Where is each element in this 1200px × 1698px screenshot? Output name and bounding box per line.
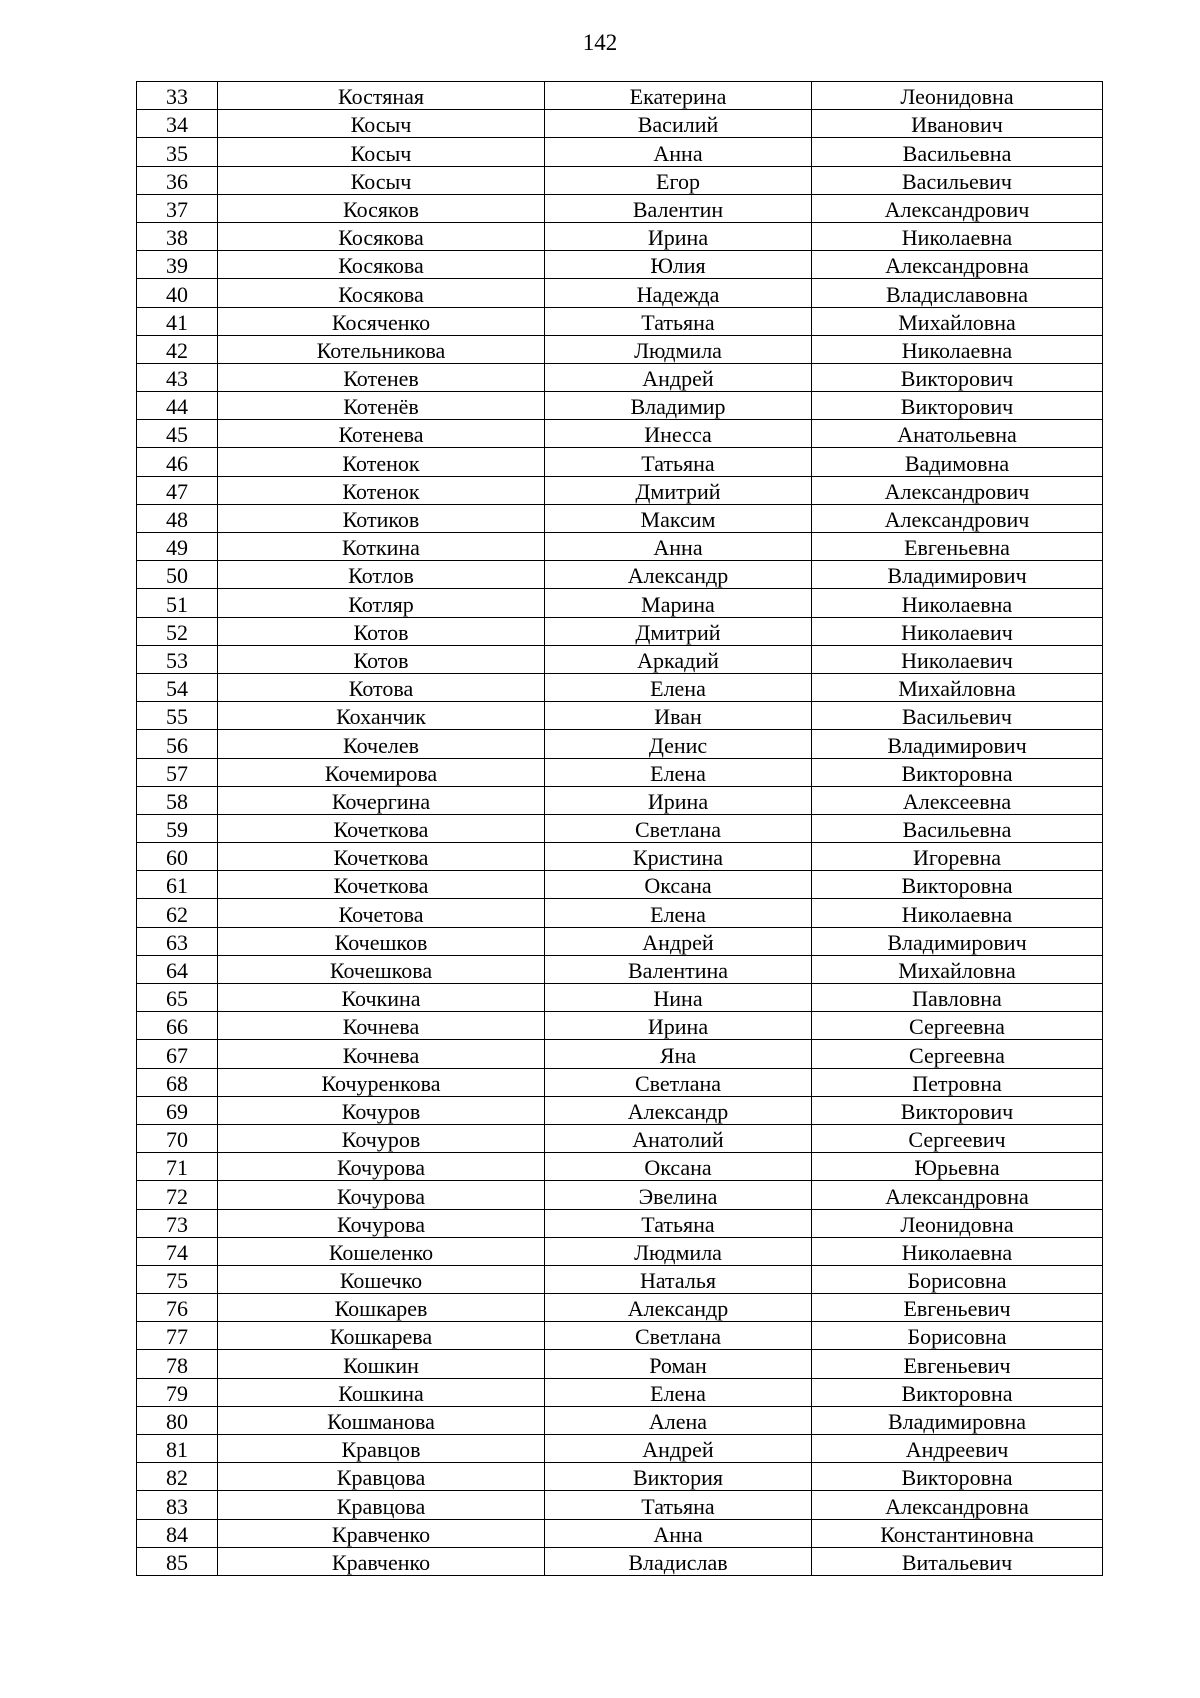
row-number-cell: 49 [137, 533, 218, 561]
first-name-cell: Андрей [545, 1435, 812, 1463]
table-row [137, 1294, 1103, 1322]
patronymic-cell: Алексеевна [812, 786, 1103, 814]
first-name-cell: Нина [545, 984, 812, 1012]
table-row [137, 1040, 1103, 1068]
row-number-cell: 59 [137, 814, 218, 842]
first-name-cell: Дмитрий [545, 476, 812, 504]
table-row [137, 1350, 1103, 1378]
last-name-cell: Кочуров [218, 1096, 545, 1124]
row-number-cell: 74 [137, 1237, 218, 1265]
patronymic-cell: Иванович [812, 110, 1103, 138]
patronymic-cell: Николаевич [812, 617, 1103, 645]
patronymic-cell: Викторович [812, 392, 1103, 420]
first-name-cell: Людмила [545, 335, 812, 363]
table-row [137, 1406, 1103, 1434]
table-row [137, 1096, 1103, 1124]
last-name-cell: Котлов [218, 561, 545, 589]
table-row [137, 673, 1103, 701]
last-name-cell: Кошеленко [218, 1237, 545, 1265]
last-name-cell: Кравцова [218, 1491, 545, 1519]
table-row [137, 843, 1103, 871]
table-row [137, 1322, 1103, 1350]
first-name-cell: Александр [545, 1096, 812, 1124]
row-number-cell: 70 [137, 1124, 218, 1152]
patronymic-cell: Борисовна [812, 1322, 1103, 1350]
table-row [137, 1012, 1103, 1040]
row-number-cell: 75 [137, 1265, 218, 1293]
row-number-cell: 82 [137, 1463, 218, 1491]
table-row [137, 730, 1103, 758]
table-row [137, 871, 1103, 899]
table-row [137, 392, 1103, 420]
patronymic-cell: Витальевич [812, 1547, 1103, 1575]
first-name-cell: Инесса [545, 420, 812, 448]
last-name-cell: Кошкин [218, 1350, 545, 1378]
first-name-cell: Людмила [545, 1237, 812, 1265]
last-name-cell: Кошманова [218, 1406, 545, 1434]
row-number-cell: 62 [137, 899, 218, 927]
patronymic-cell: Евгеньевич [812, 1350, 1103, 1378]
last-name-cell: Кочешкова [218, 955, 545, 983]
table-row [137, 363, 1103, 391]
patronymic-cell: Владимирович [812, 730, 1103, 758]
table-row [137, 1435, 1103, 1463]
page-number: 142 [582, 30, 618, 55]
first-name-cell: Марина [545, 589, 812, 617]
row-number-cell: 65 [137, 984, 218, 1012]
table-row [137, 814, 1103, 842]
patronymic-cell: Николаевна [812, 1237, 1103, 1265]
last-name-cell: Кочешков [218, 927, 545, 955]
row-number-cell: 35 [137, 138, 218, 166]
table-row [137, 1068, 1103, 1096]
row-number-cell: 37 [137, 194, 218, 222]
first-name-cell: Андрей [545, 363, 812, 391]
patronymic-cell: Александрович [812, 476, 1103, 504]
row-number-cell: 33 [137, 82, 218, 110]
last-name-cell: Котельникова [218, 335, 545, 363]
table-row [137, 222, 1103, 250]
first-name-cell: Анна [545, 1519, 812, 1547]
patronymic-cell: Михайловна [812, 307, 1103, 335]
last-name-cell: Косякова [218, 222, 545, 250]
row-number-cell: 64 [137, 955, 218, 983]
table-row [137, 476, 1103, 504]
patronymic-cell: Николаевна [812, 589, 1103, 617]
last-name-cell: Кравченко [218, 1519, 545, 1547]
last-name-cell: Коткина [218, 533, 545, 561]
first-name-cell: Денис [545, 730, 812, 758]
row-number-cell: 55 [137, 702, 218, 730]
patronymic-cell: Павловна [812, 984, 1103, 1012]
row-number-cell: 46 [137, 448, 218, 476]
first-name-cell: Кристина [545, 843, 812, 871]
last-name-cell: Косыч [218, 166, 545, 194]
row-number-cell: 43 [137, 363, 218, 391]
first-name-cell: Валентин [545, 194, 812, 222]
row-number-cell: 50 [137, 561, 218, 589]
row-number-cell: 85 [137, 1547, 218, 1575]
patronymic-cell: Игоревна [812, 843, 1103, 871]
last-name-cell: Косяченко [218, 307, 545, 335]
table-row [137, 1547, 1103, 1575]
last-name-cell: Кравцова [218, 1463, 545, 1491]
row-number-cell: 56 [137, 730, 218, 758]
table-row [137, 138, 1103, 166]
table-row [137, 786, 1103, 814]
last-name-cell: Кочурова [218, 1209, 545, 1237]
last-name-cell: Коханчик [218, 702, 545, 730]
row-number-cell: 53 [137, 645, 218, 673]
patronymic-cell: Михайловна [812, 673, 1103, 701]
first-name-cell: Татьяна [545, 448, 812, 476]
row-number-cell: 51 [137, 589, 218, 617]
last-name-cell: Кочемирова [218, 758, 545, 786]
first-name-cell: Татьяна [545, 307, 812, 335]
first-name-cell: Надежда [545, 279, 812, 307]
row-number-cell: 47 [137, 476, 218, 504]
last-name-cell: Косыч [218, 138, 545, 166]
table-row [137, 984, 1103, 1012]
table-row [137, 589, 1103, 617]
last-name-cell: Костяная [218, 82, 545, 110]
names-table [136, 81, 1103, 1576]
last-name-cell: Кошечко [218, 1265, 545, 1293]
patronymic-cell: Николаевна [812, 222, 1103, 250]
first-name-cell: Светлана [545, 1068, 812, 1096]
patronymic-cell: Леонидовна [812, 82, 1103, 110]
patronymic-cell: Борисовна [812, 1265, 1103, 1293]
table-row [137, 1378, 1103, 1406]
row-number-cell: 39 [137, 251, 218, 279]
table-row [137, 307, 1103, 335]
last-name-cell: Кочеткова [218, 843, 545, 871]
last-name-cell: Котенев [218, 363, 545, 391]
table-row [137, 251, 1103, 279]
last-name-cell: Котенок [218, 448, 545, 476]
patronymic-cell: Николаевич [812, 645, 1103, 673]
table-row [137, 166, 1103, 194]
table-row [137, 1237, 1103, 1265]
table-row [137, 533, 1103, 561]
table-row [137, 702, 1103, 730]
table-row [137, 1265, 1103, 1293]
last-name-cell: Кошкарев [218, 1294, 545, 1322]
last-name-cell: Кочелев [218, 730, 545, 758]
patronymic-cell: Владимирович [812, 561, 1103, 589]
patronymic-cell: Викторович [812, 363, 1103, 391]
last-name-cell: Кочуренкова [218, 1068, 545, 1096]
table-row [137, 82, 1103, 110]
row-number-cell: 83 [137, 1491, 218, 1519]
last-name-cell: Котиков [218, 504, 545, 532]
table-row [137, 1124, 1103, 1152]
patronymic-cell: Петровна [812, 1068, 1103, 1096]
last-name-cell: Котляр [218, 589, 545, 617]
first-name-cell: Оксана [545, 871, 812, 899]
table-row [137, 955, 1103, 983]
last-name-cell: Кочкина [218, 984, 545, 1012]
first-name-cell: Виктория [545, 1463, 812, 1491]
patronymic-cell: Александровна [812, 1491, 1103, 1519]
last-name-cell: Кочуров [218, 1124, 545, 1152]
row-number-cell: 60 [137, 843, 218, 871]
first-name-cell: Оксана [545, 1153, 812, 1181]
patronymic-cell: Васильевич [812, 702, 1103, 730]
patronymic-cell: Владимировна [812, 1406, 1103, 1434]
first-name-cell: Анна [545, 533, 812, 561]
last-name-cell: Кочнева [218, 1040, 545, 1068]
last-name-cell: Кравцов [218, 1435, 545, 1463]
first-name-cell: Владимир [545, 392, 812, 420]
table-row [137, 899, 1103, 927]
first-name-cell: Яна [545, 1040, 812, 1068]
last-name-cell: Кравченко [218, 1547, 545, 1575]
row-number-cell: 54 [137, 673, 218, 701]
first-name-cell: Алена [545, 1406, 812, 1434]
first-name-cell: Егор [545, 166, 812, 194]
patronymic-cell: Викторович [812, 1096, 1103, 1124]
patronymic-cell: Васильевна [812, 814, 1103, 842]
patronymic-cell: Вадимовна [812, 448, 1103, 476]
first-name-cell: Аркадий [545, 645, 812, 673]
first-name-cell: Ирина [545, 222, 812, 250]
patronymic-cell: Михайловна [812, 955, 1103, 983]
row-number-cell: 77 [137, 1322, 218, 1350]
first-name-cell: Елена [545, 899, 812, 927]
patronymic-cell: Андреевич [812, 1435, 1103, 1463]
table-row [137, 1181, 1103, 1209]
first-name-cell: Екатерина [545, 82, 812, 110]
first-name-cell: Роман [545, 1350, 812, 1378]
row-number-cell: 81 [137, 1435, 218, 1463]
row-number-cell: 48 [137, 504, 218, 532]
patronymic-cell: Александрович [812, 194, 1103, 222]
patronymic-cell: Евгеньевна [812, 533, 1103, 561]
last-name-cell: Косякова [218, 279, 545, 307]
first-name-cell: Александр [545, 561, 812, 589]
row-number-cell: 78 [137, 1350, 218, 1378]
patronymic-cell: Сергеевна [812, 1040, 1103, 1068]
table-row [137, 279, 1103, 307]
table-row [137, 617, 1103, 645]
patronymic-cell: Леонидовна [812, 1209, 1103, 1237]
last-name-cell: Косякова [218, 251, 545, 279]
table-row [137, 1463, 1103, 1491]
last-name-cell: Кочеткова [218, 871, 545, 899]
row-number-cell: 73 [137, 1209, 218, 1237]
table-row [137, 1519, 1103, 1547]
patronymic-cell: Николаевна [812, 335, 1103, 363]
last-name-cell: Косяков [218, 194, 545, 222]
patronymic-cell: Викторовна [812, 1378, 1103, 1406]
patronymic-cell: Викторовна [812, 758, 1103, 786]
patronymic-cell: Васильевна [812, 138, 1103, 166]
patronymic-cell: Юрьевна [812, 1153, 1103, 1181]
last-name-cell: Кочеткова [218, 814, 545, 842]
first-name-cell: Елена [545, 1378, 812, 1406]
row-number-cell: 76 [137, 1294, 218, 1322]
patronymic-cell: Сергеевна [812, 1012, 1103, 1040]
row-number-cell: 71 [137, 1153, 218, 1181]
table-row [137, 927, 1103, 955]
first-name-cell: Наталья [545, 1265, 812, 1293]
table-row [137, 504, 1103, 532]
last-name-cell: Котов [218, 645, 545, 673]
first-name-cell: Иван [545, 702, 812, 730]
last-name-cell: Котенок [218, 476, 545, 504]
patronymic-cell: Александровна [812, 251, 1103, 279]
first-name-cell: Максим [545, 504, 812, 532]
row-number-cell: 72 [137, 1181, 218, 1209]
table-row [137, 194, 1103, 222]
first-name-cell: Валентина [545, 955, 812, 983]
row-number-cell: 84 [137, 1519, 218, 1547]
patronymic-cell: Александровна [812, 1181, 1103, 1209]
table-row [137, 1491, 1103, 1519]
first-name-cell: Светлана [545, 1322, 812, 1350]
row-number-cell: 57 [137, 758, 218, 786]
row-number-cell: 63 [137, 927, 218, 955]
first-name-cell: Василий [545, 110, 812, 138]
first-name-cell: Юлия [545, 251, 812, 279]
row-number-cell: 80 [137, 1406, 218, 1434]
first-name-cell: Андрей [545, 927, 812, 955]
row-number-cell: 58 [137, 786, 218, 814]
first-name-cell: Татьяна [545, 1491, 812, 1519]
first-name-cell: Ирина [545, 786, 812, 814]
last-name-cell: Кочергина [218, 786, 545, 814]
patronymic-cell: Евгеньевич [812, 1294, 1103, 1322]
patronymic-cell: Николаевна [812, 899, 1103, 927]
row-number-cell: 68 [137, 1068, 218, 1096]
first-name-cell: Татьяна [545, 1209, 812, 1237]
first-name-cell: Светлана [545, 814, 812, 842]
first-name-cell: Анатолий [545, 1124, 812, 1152]
row-number-cell: 66 [137, 1012, 218, 1040]
table-row [137, 335, 1103, 363]
last-name-cell: Котов [218, 617, 545, 645]
row-number-cell: 61 [137, 871, 218, 899]
row-number-cell: 38 [137, 222, 218, 250]
patronymic-cell: Васильевич [812, 166, 1103, 194]
first-name-cell: Дмитрий [545, 617, 812, 645]
patronymic-cell: Викторовна [812, 1463, 1103, 1491]
patronymic-cell: Александрович [812, 504, 1103, 532]
table-row [137, 448, 1103, 476]
first-name-cell: Елена [545, 758, 812, 786]
last-name-cell: Котова [218, 673, 545, 701]
row-number-cell: 67 [137, 1040, 218, 1068]
table-row [137, 645, 1103, 673]
names-table-body [137, 82, 1103, 1576]
last-name-cell: Кошкина [218, 1378, 545, 1406]
table-row [137, 110, 1103, 138]
last-name-cell: Косыч [218, 110, 545, 138]
row-number-cell: 52 [137, 617, 218, 645]
first-name-cell: Ирина [545, 1012, 812, 1040]
patronymic-cell: Константиновна [812, 1519, 1103, 1547]
last-name-cell: Кочурова [218, 1153, 545, 1181]
first-name-cell: Анна [545, 138, 812, 166]
table-row [137, 1153, 1103, 1181]
patronymic-cell: Сергеевич [812, 1124, 1103, 1152]
table-row [137, 758, 1103, 786]
last-name-cell: Кочетова [218, 899, 545, 927]
patronymic-cell: Владимирович [812, 927, 1103, 955]
last-name-cell: Кошкарева [218, 1322, 545, 1350]
row-number-cell: 45 [137, 420, 218, 448]
last-name-cell: Кочурова [218, 1181, 545, 1209]
row-number-cell: 40 [137, 279, 218, 307]
first-name-cell: Эвелина [545, 1181, 812, 1209]
row-number-cell: 79 [137, 1378, 218, 1406]
row-number-cell: 42 [137, 335, 218, 363]
table-row [137, 1209, 1103, 1237]
first-name-cell: Владислав [545, 1547, 812, 1575]
last-name-cell: Кочнева [218, 1012, 545, 1040]
last-name-cell: Котенёв [218, 392, 545, 420]
patronymic-cell: Викторовна [812, 871, 1103, 899]
patronymic-cell: Анатольевна [812, 420, 1103, 448]
row-number-cell: 69 [137, 1096, 218, 1124]
row-number-cell: 44 [137, 392, 218, 420]
row-number-cell: 34 [137, 110, 218, 138]
row-number-cell: 36 [137, 166, 218, 194]
patronymic-cell: Владиславовна [812, 279, 1103, 307]
table-row [137, 561, 1103, 589]
row-number-cell: 41 [137, 307, 218, 335]
table-row [137, 420, 1103, 448]
last-name-cell: Котенева [218, 420, 545, 448]
first-name-cell: Александр [545, 1294, 812, 1322]
first-name-cell: Елена [545, 673, 812, 701]
